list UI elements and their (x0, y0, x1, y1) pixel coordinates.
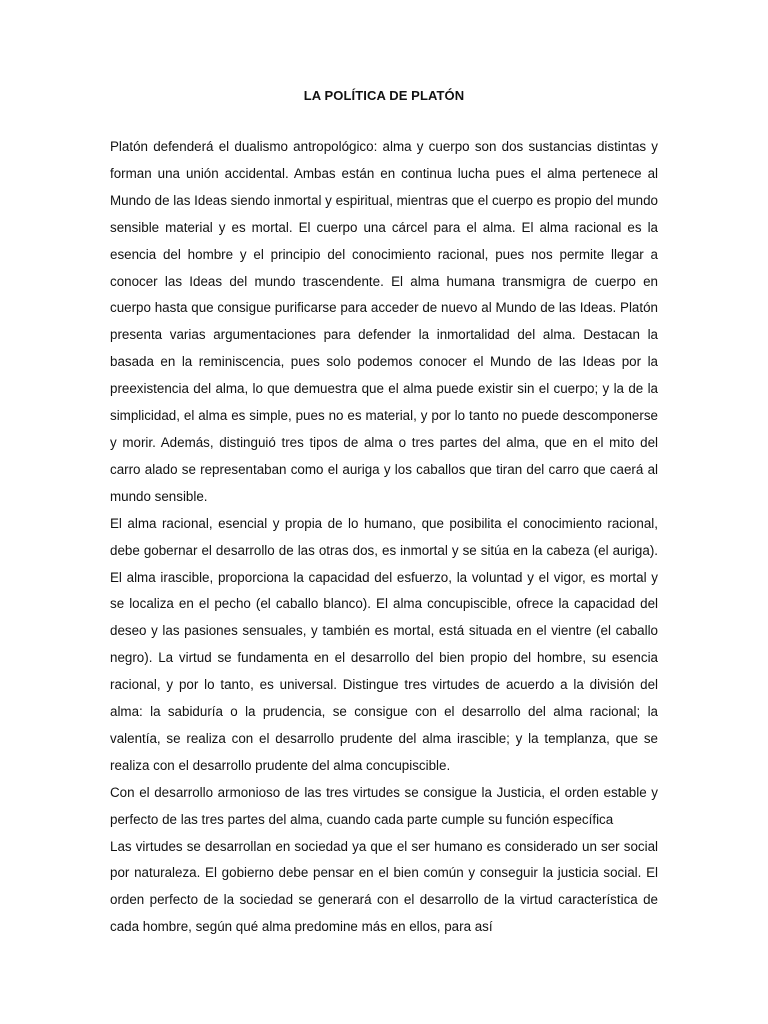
paragraph: Platón defenderá el dualismo antropológico: alma y cuerpo son dos sustancias distintas y forman una unión accidental. Ambas están en continua lucha pues el alma pertenece al Mundo de las Ideas siendo inmortal y espiritual, mientras que el cuerpo es propio del mundo sensible material y es mortal. El cuerpo una cárcel para el alma. El alma racional es la esencia del hombre y el principio del conocimiento racional, pues nos permite llegar a conocer las Ideas del mundo trascendente. El alma humana transmigra de cuerpo en cuerpo hasta que consigue purificarse para acceder de nuevo al Mundo de las Ideas. Platón presenta varias argumentaciones para defender la inmortalidad del alma. Destacan la basada en la reminiscencia, pues solo podemos conocer el Mundo de las Ideas por la preexistencia del alma, lo que demuestra que el alma puede existir sin el cuerpo; y la de la simplicidad, el alma es simple, pues no es material, y por lo tanto no puede descomponerse y morir. Además, distinguió tres tipos de alma o tres partes del alma, que en el mito del carro alado se representaban como el auriga y los caballos que tiran del carro que caerá al mundo sensible. (110, 139, 658, 504)
paragraph: El alma racional, esencial y propia de lo humano, que posibilita el conocimiento racional, debe gobernar el desarrollo de las otras dos, es inmortal y se sitúa en la cabeza (el auriga). El alma irascible, proporciona la capacidad del esfuerzo, la voluntad y el vigor, es mortal y se localiza en el pecho (el caballo blanco). El alma concupiscible, ofrece la capacidad del deseo y las pasiones sensuales, y también es mortal, está situada en el vientre (el caballo negro). La virtud se fundamenta en el desarrollo del bien propio del hombre, su esencia racional, y por lo tanto, es universal. Distingue tres virtudes de acuerdo a la división del alma: la sabiduría o la prudencia, se consigue con el desarrollo del alma racional; la valentía, se realiza con el desarrollo prudente del alma irascible; y la templanza, que se realiza con el desarrollo prudente del alma concupiscible. (110, 515, 658, 773)
paragraph: Con el desarrollo armonioso de las tres virtudes se consigue la Justicia, el orden estable y perfecto de las tres partes del alma, cuando cada parte cumple su función específica (110, 784, 658, 827)
document-title: LA POLÍTICA DE PLATÓN (303, 88, 465, 103)
paragraph: Las virtudes se desarrollan en sociedad ya que el ser humano es considerado un ser social por naturaleza. El gobierno debe pensar en el bien común y conseguir la justicia social. El orden perfecto de la sociedad se generará con el desarrollo de la virtud característica de cada hombre, según qué alma predomine más en ellos, para así (110, 838, 658, 935)
document-body (110, 134, 658, 941)
